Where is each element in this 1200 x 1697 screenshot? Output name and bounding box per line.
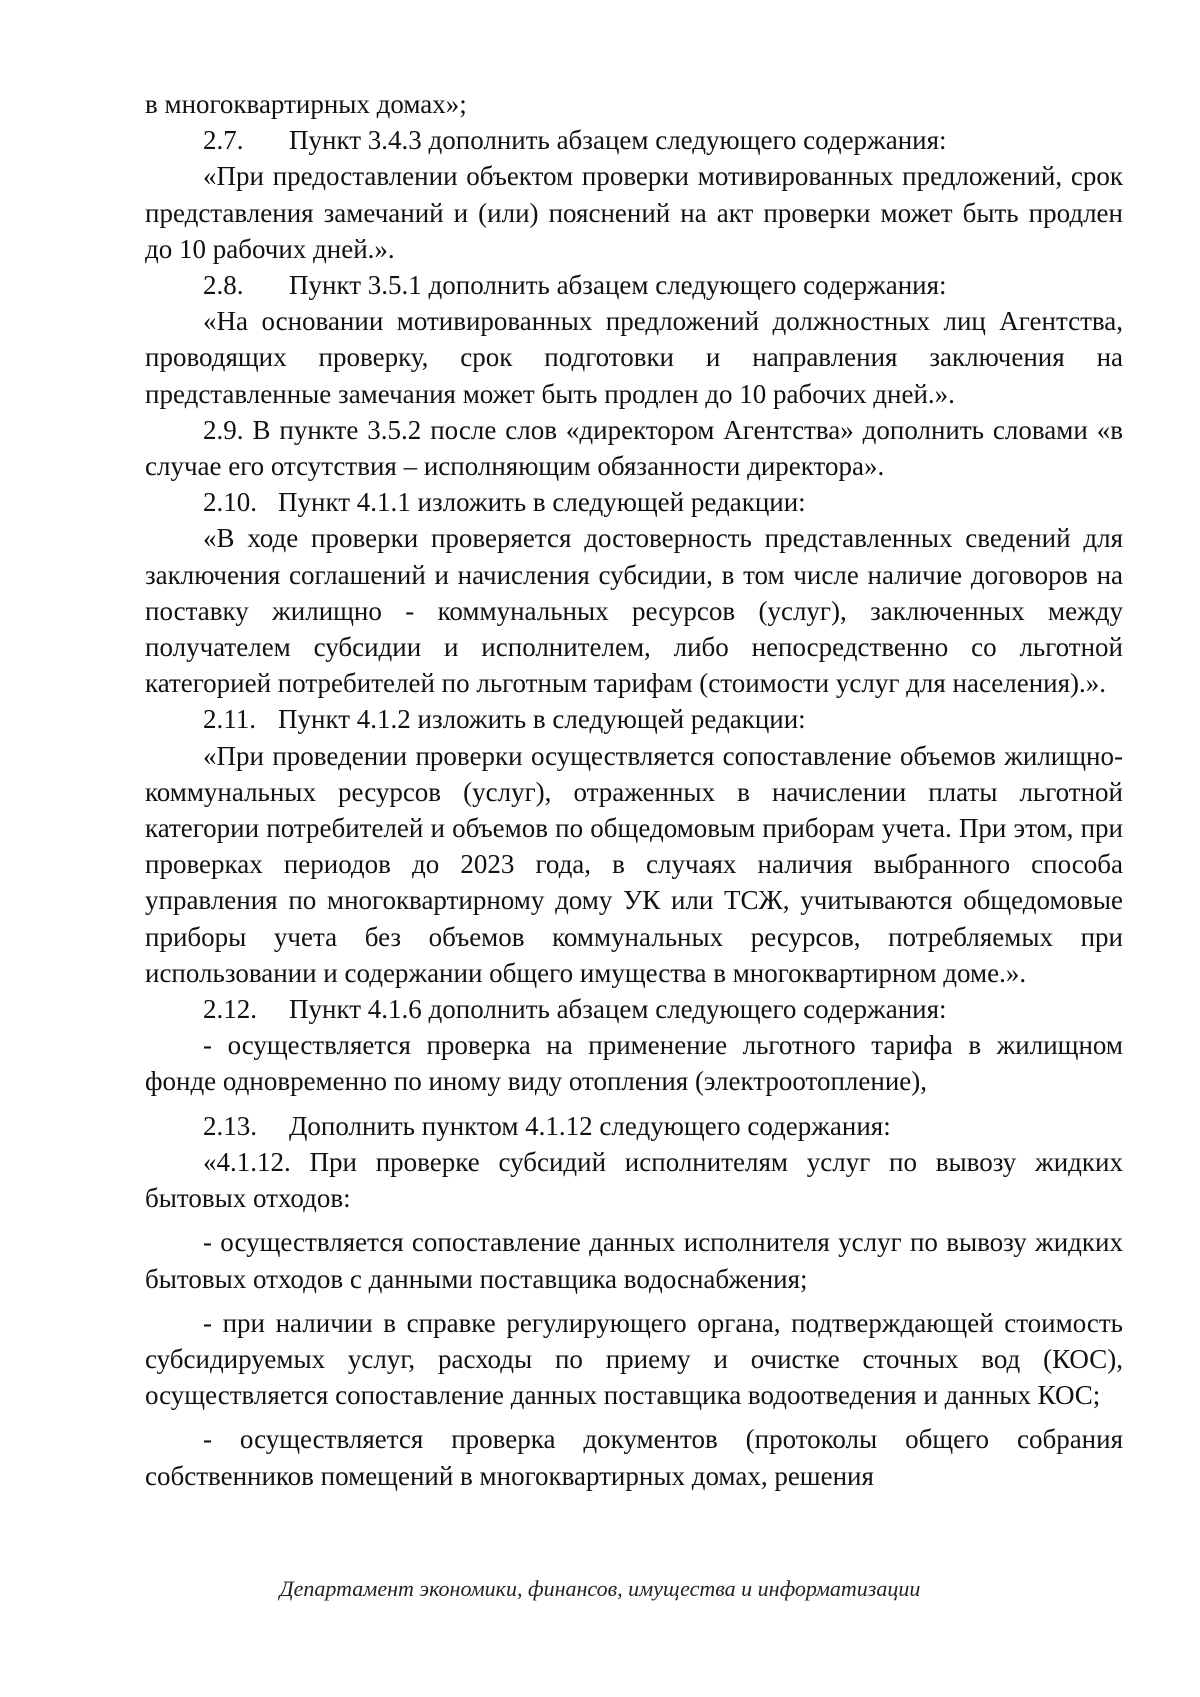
paragraph (145, 303, 1123, 412)
paragraph-number: 2.12. (203, 994, 257, 1025)
paragraph-text: в многоквартирных домах»; (145, 89, 467, 119)
paragraph (145, 267, 1123, 303)
paragraph-text: Пункт 4.1.1 изложить в следующей редакции: (278, 487, 806, 518)
paragraph-number: 2.7. (203, 125, 244, 156)
paragraph-number: 2.10. (203, 487, 257, 518)
paragraph-text: Пункт 3.5.1 дополнить абзацем следующего содержания: (289, 270, 947, 301)
paragraph (145, 484, 1123, 520)
paragraph-number: 2.11. (203, 704, 256, 735)
paragraph-text: «В ходе проверки проверяется достоверность представленных сведений для заключения соглашений и начисления субсидии, в том числе наличие договоров на поставку жилищно - коммунальных ресурсов (услуг), заключенных между получателем субсидии и исполнителем, либо непосредственно со льготной категорией потребителей по льготным тарифам (стоимости услуг для населения).». (145, 523, 1123, 699)
paragraph-number: 2.13. (203, 1110, 257, 1141)
paragraph-text: - осуществляется проверка документов (протоколы общего собрания собственников помещений в многоквартирных домах, решения (145, 1424, 1123, 1491)
paragraph (145, 1144, 1123, 1216)
paragraph-text: Пункт 4.1.6 дополнить абзацем следующего содержания: (289, 994, 947, 1025)
paragraph (145, 738, 1123, 991)
paragraph-text: «4.1.12. При проверке субсидий исполнителям услуг по вывозу жидких бытовых отходов: (145, 1146, 1123, 1214)
paragraph-text: - осуществляется проверка на применение льготного тарифа в жилищном фонде одновременно по иному виду отопления (электроотопление), (145, 1030, 1123, 1097)
paragraph-text: Пункт 4.1.2 изложить в следующей редакции: (278, 704, 806, 735)
paragraph (145, 158, 1123, 267)
paragraph (145, 1108, 1123, 1144)
paragraph (145, 1027, 1123, 1099)
paragraph (145, 122, 1123, 158)
paragraph-text: Дополнить пунктом 4.1.12 следующего содержания: (289, 1110, 891, 1141)
paragraph-text: «На основании мотивированных предложений должностных лиц Агентства, проводящих проверку, срок подготовки и направления заключения на представленные замечания может быть продлен до 10 рабочих дней.». (145, 306, 1123, 409)
paragraph (145, 991, 1123, 1027)
paragraph (145, 1305, 1123, 1414)
paragraph (145, 701, 1123, 737)
paragraph-text: «При проведении проверки осуществляется сопоставление объемов жилищно-коммунальных ресурсов (услуг), отраженных в начислении платы льготной категории потребителей и объемов по общедомовым приборам учета. При этом, при проверках периодов до 2023 года, в случаях наличия выбранного способа управления по многоквартирному дому УК или ТСЖ, учитываются общедомовые приборы учета без объемов коммунальных ресурсов, потребляемых при использовании и содержании общего имущества в многоквартирном доме.». (145, 740, 1123, 988)
paragraph (145, 86, 1123, 122)
paragraph (145, 412, 1123, 484)
page-footer: Департамент экономики, финансов, имущества и информатизации (279, 1576, 921, 1601)
paragraph (145, 1224, 1123, 1296)
paragraph-text: Пункт 3.4.3 дополнить абзацем следующего содержания: (289, 125, 947, 156)
paragraph-text: - при наличии в справке регулирующего органа, подтверждающей стоимость субсидируемых услуг, расходы по приему и очистке сточных вод (КОС), осуществляется сопоставление данных поставщика водоотведения и данных КОС; (145, 1307, 1123, 1411)
paragraph (145, 1421, 1123, 1493)
paragraph-text: 2.9. В пункте 3.5.2 после слов «директором Агентства» дополнить словами «в случае его отсутствия – исполняющим обязанности директора». (145, 414, 1123, 482)
document-body (145, 86, 1123, 1494)
paragraph (145, 520, 1123, 701)
paragraph-number: 2.8. (203, 270, 244, 301)
paragraph-text: - осуществляется сопоставление данных исполнителя услуг по вывозу жидких бытовых отходов с данными поставщика водоснабжения; (145, 1227, 1123, 1294)
paragraph-text: «При предоставлении объектом проверки мотивированных предложений, срок представления замечаний и (или) пояснений на акт проверки может быть продлен до 10 рабочих дней.». (145, 161, 1123, 264)
